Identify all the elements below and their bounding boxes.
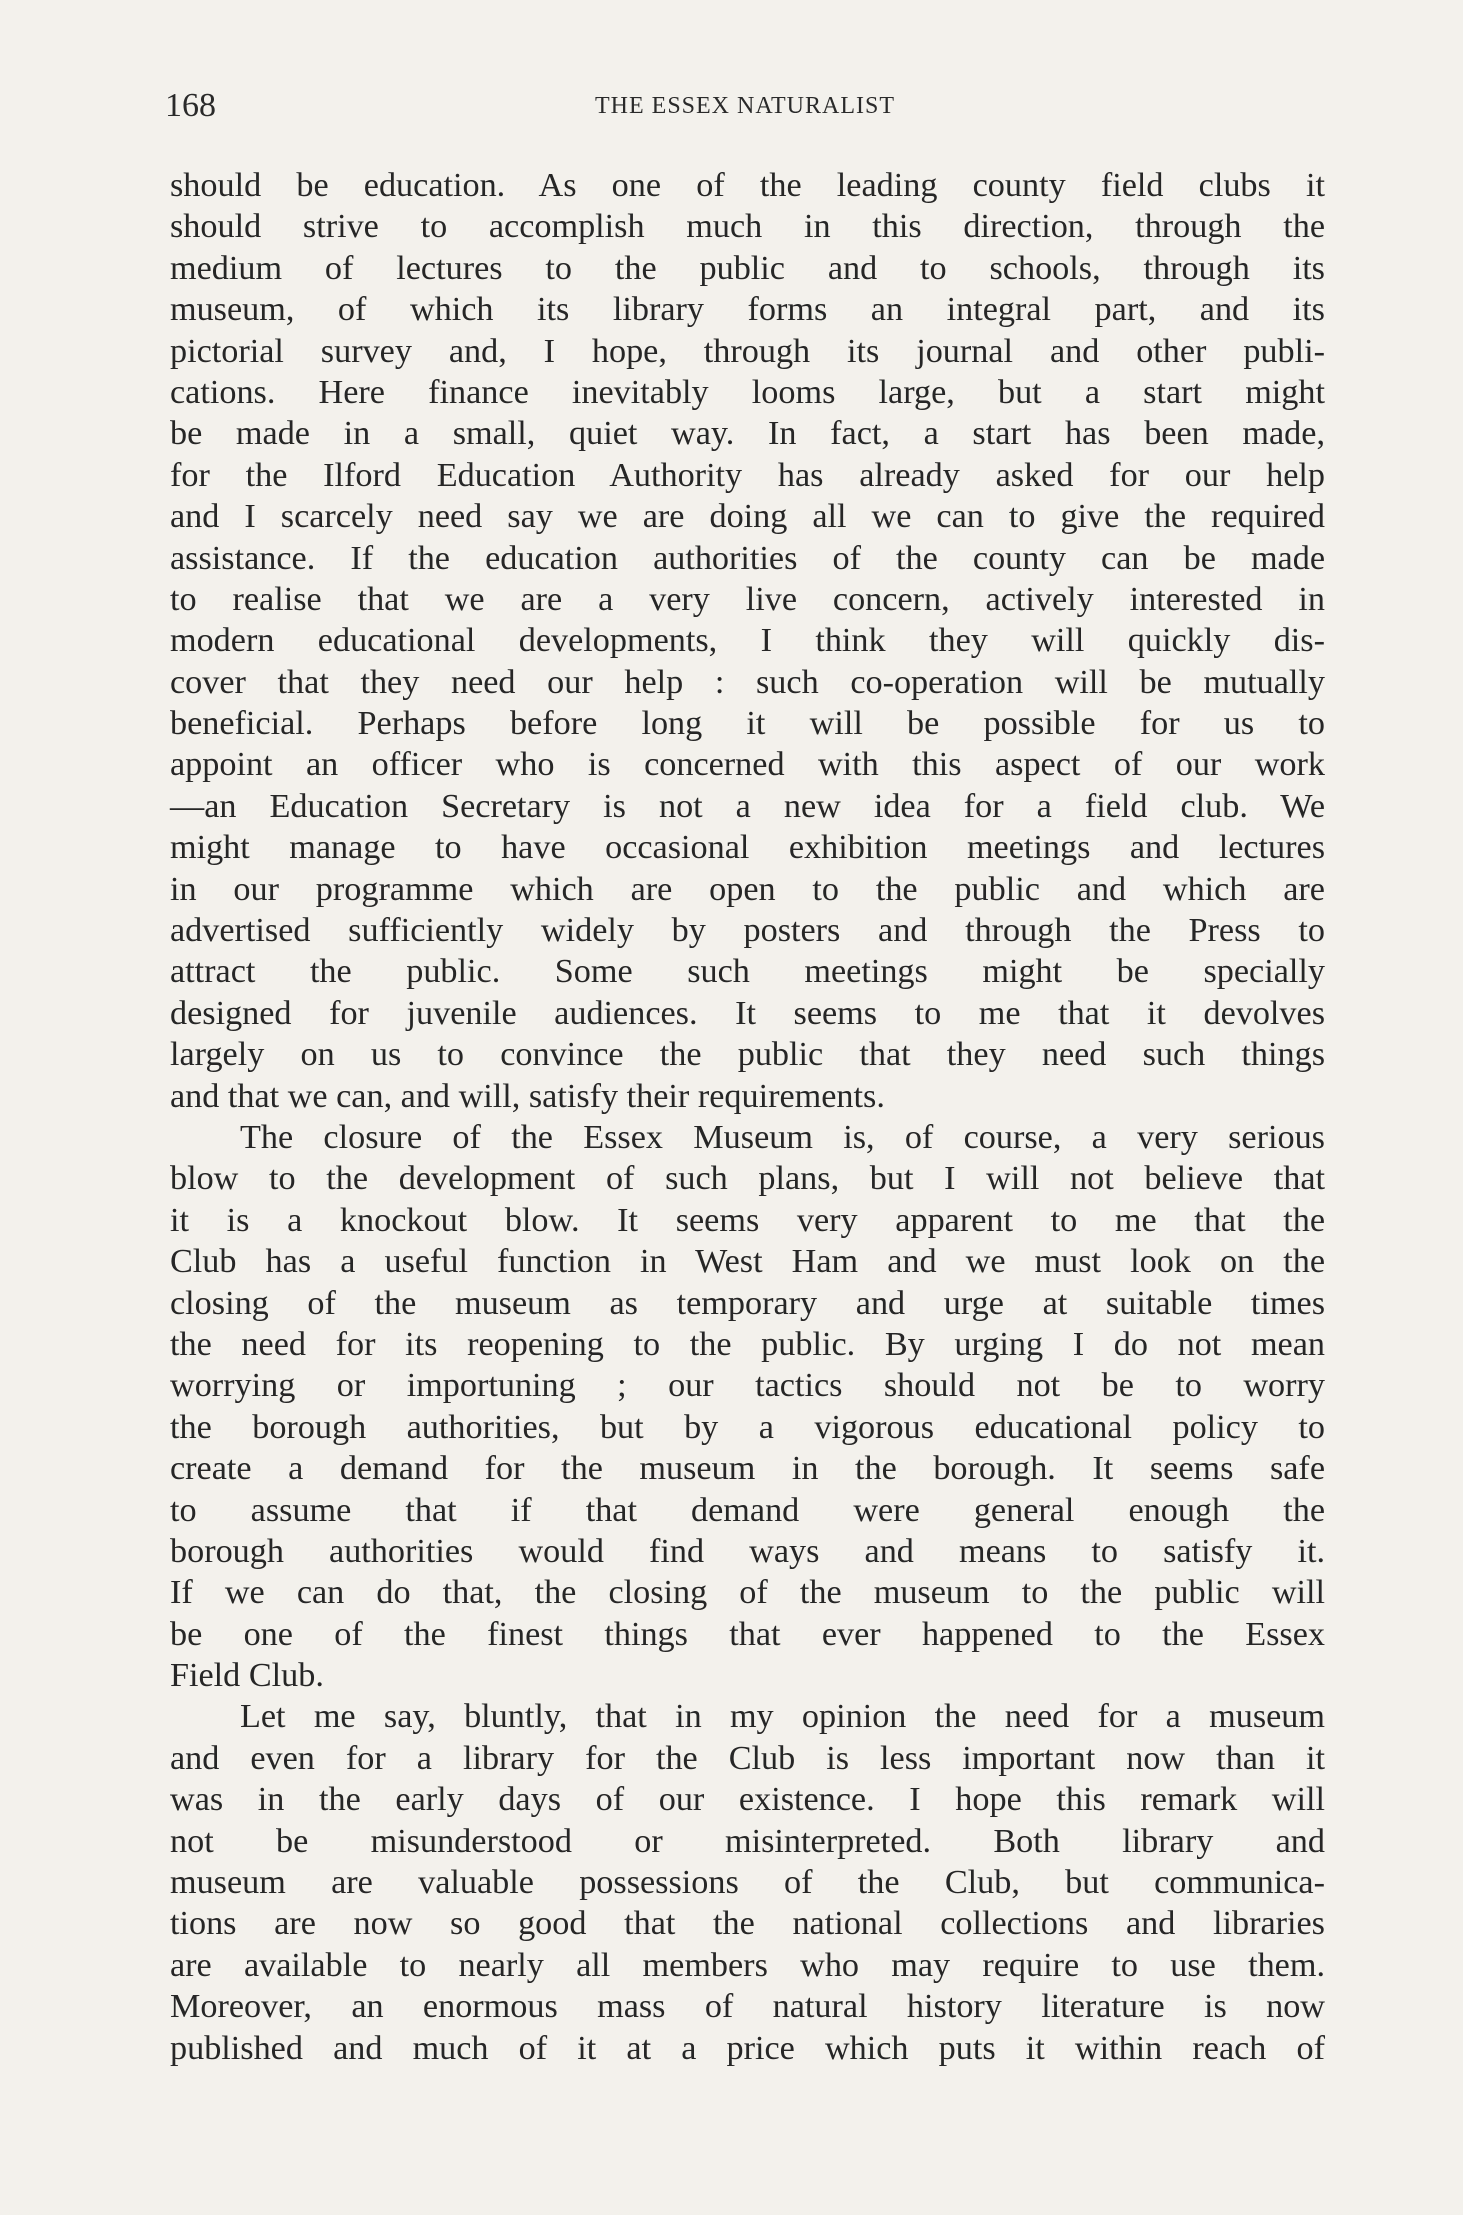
text-line: are available to nearly all members who may require to use them. bbox=[170, 1946, 1325, 1984]
text-line: museum are valuable possessions of the Club, but communica- bbox=[170, 1864, 1325, 1902]
text-line: Moreover, an enormous mass of natural history literature is now bbox=[170, 1988, 1325, 2026]
text-line: and that we can, and will, satisfy their requirements. bbox=[170, 1077, 885, 1115]
text-line: assistance. If the education authorities of the county can be made bbox=[170, 539, 1325, 577]
text-line: pictorial survey and, I hope, through its journal and other publi- bbox=[170, 332, 1325, 370]
running-header bbox=[165, 86, 1325, 126]
text-line: Club has a useful function in West Ham and we must look on the bbox=[170, 1243, 1325, 1281]
text-line: was in the early days of our existence. I hope this remark will bbox=[170, 1781, 1325, 1819]
text-line: be made in a small, quiet way. In fact, a start has been made, bbox=[170, 415, 1325, 453]
body-text bbox=[170, 165, 1325, 2069]
text-line: and even for a library for the Club is less important now than it bbox=[170, 1739, 1325, 1777]
text-line: be one of the finest things that ever happened to the Essex bbox=[170, 1615, 1325, 1653]
journal-title: THE ESSEX NATURALIST bbox=[595, 93, 895, 119]
text-line: beneficial. Perhaps before long it will be possible for us to bbox=[170, 705, 1325, 743]
text-line: cations. Here finance inevitably looms large, but a start might bbox=[170, 373, 1325, 411]
text-line: appoint an officer who is concerned with this aspect of our work bbox=[170, 746, 1325, 784]
text-line: create a demand for the museum in the borough. It seems safe bbox=[170, 1450, 1325, 1488]
text-line: The closure of the Essex Museum is, of course, a very serious bbox=[240, 1118, 1325, 1156]
text-line: not be misunderstood or misinterpreted. Both library and bbox=[170, 1822, 1325, 1860]
text-line: for the Ilford Education Authority has already asked for our help bbox=[170, 456, 1325, 494]
text-line: it is a knockout blow. It seems very apparent to me that the bbox=[170, 1201, 1325, 1239]
text-line: in our programme which are open to the public and which are bbox=[170, 870, 1325, 908]
page-number: 168 bbox=[165, 87, 216, 124]
text-line: Let me say, bluntly, that in my opinion the need for a museum bbox=[240, 1698, 1325, 1736]
text-line: to assume that if that demand were general enough the bbox=[170, 1491, 1325, 1529]
text-line: advertised sufficiently widely by posters and through the Press to bbox=[170, 912, 1325, 950]
text-line: worrying or importuning ; our tactics should not be to worry bbox=[170, 1367, 1325, 1405]
text-line: cover that they need our help : such co-operation will be mutually bbox=[170, 663, 1325, 701]
text-line: designed for juvenile audiences. It seems to me that it devolves bbox=[170, 994, 1325, 1032]
text-line: Field Club. bbox=[170, 1657, 324, 1695]
text-line: medium of lectures to the public and to schools, through its bbox=[170, 249, 1325, 287]
text-line: should strive to accomplish much in this direction, through the bbox=[170, 208, 1325, 246]
text-line: blow to the development of such plans, but I will not believe that bbox=[170, 1160, 1325, 1198]
text-line: the borough authorities, but by a vigorous educational policy to bbox=[170, 1408, 1325, 1446]
text-line: museum, of which its library forms an integral part, and its bbox=[170, 291, 1325, 329]
text-line: borough authorities would find ways and means to satisfy it. bbox=[170, 1532, 1325, 1570]
text-line: attract the public. Some such meetings might be specially bbox=[170, 953, 1325, 991]
text-line: might manage to have occasional exhibition meetings and lectures bbox=[170, 829, 1325, 867]
text-line: largely on us to convince the public that they need such things bbox=[170, 1036, 1325, 1074]
text-line: closing of the museum as temporary and urge at suitable times bbox=[170, 1284, 1325, 1322]
text-line: to realise that we are a very live concern, actively interested in bbox=[170, 580, 1325, 618]
text-line: If we can do that, the closing of the museum to the public will bbox=[170, 1574, 1325, 1612]
text-line: published and much of it at a price which puts it within reach of bbox=[170, 2029, 1325, 2067]
text-line: should be education. As one of the leading county field clubs it bbox=[170, 167, 1325, 204]
text-line: —an Education Secretary is not a new idea for a field club. We bbox=[170, 787, 1325, 825]
text-line: and I scarcely need say we are doing all we can to give the required bbox=[170, 498, 1325, 536]
text-line: tions are now so good that the national collections and libraries bbox=[170, 1905, 1325, 1943]
text-line: modern educational developments, I think they will quickly dis- bbox=[170, 622, 1325, 660]
text-line: the need for its reopening to the public. By urging I do not mean bbox=[170, 1325, 1325, 1363]
